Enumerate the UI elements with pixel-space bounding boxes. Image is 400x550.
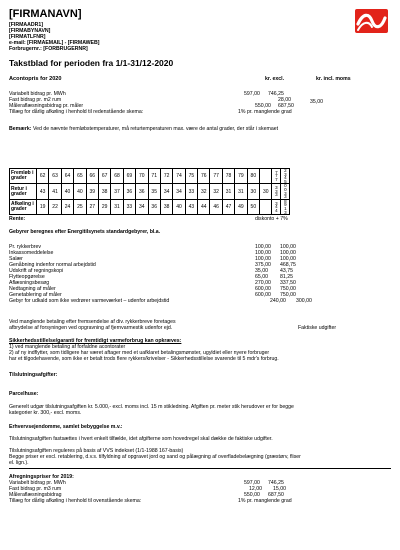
temperature-stack-digit: 3 bbox=[275, 200, 278, 206]
fee-label: Flytteopgørelse bbox=[9, 274, 45, 280]
aconto-row-excl: 28,00 bbox=[278, 97, 291, 103]
temperature-cell: 31 bbox=[111, 199, 123, 214]
temperature-stack-digit: 3 bbox=[275, 185, 278, 191]
fee-excl: 375,00 bbox=[255, 262, 271, 268]
temperature-cell: 25 bbox=[74, 199, 86, 214]
security-line-3: har et tilgodehavende, som ikke er betalt trods flere rykkers/krivelser - Sikkerhedsstillelse svarende til 5 mdr's forbrug. bbox=[9, 356, 279, 362]
temperature-cell: 33 bbox=[123, 199, 135, 214]
temperature-cell: 75 bbox=[185, 169, 197, 184]
aconto-row-label: Fast bidrag pr. m2 rum bbox=[9, 97, 62, 103]
temperature-cell: 37 bbox=[111, 184, 123, 199]
temperature-cell: 68 bbox=[111, 169, 123, 184]
settlement-row-excl: 12,00 bbox=[249, 486, 262, 492]
temperature-cell: 65 bbox=[74, 169, 86, 184]
fee-label: Inkassomeddelelse bbox=[9, 250, 54, 256]
temperature-cell: 50 bbox=[247, 199, 259, 214]
temperature-cell: 34 bbox=[160, 184, 172, 199]
temperature-cell: 47 bbox=[222, 199, 234, 214]
settlement-row-label: Variabelt bidrag pr. MWh bbox=[9, 480, 66, 486]
fees-heading: Gebyrer beregnes efter Energitilsynets standardgebyrer, bl.a. bbox=[9, 229, 161, 235]
temperature-cell: 64 bbox=[61, 169, 73, 184]
remark-text: Ved de nævnte fremløbstemperaturer, må returtemperaturen max. være de antal grader, der står i skemaet bbox=[32, 126, 279, 132]
temperature-row-label: Afkøling i grader bbox=[10, 199, 37, 214]
divider bbox=[9, 468, 391, 469]
temperature-stack-digit: 3 bbox=[284, 171, 287, 177]
temperature-cell: 35 bbox=[148, 184, 160, 199]
parcel-text-1: Generelt udgør tilslutningsafgiften kr. 5.000,- excl. moms incl. 15 m stikledning. Afgiften pr. meter stik herudover er for begge bbox=[9, 404, 294, 410]
temperature-cell-empty bbox=[260, 199, 272, 214]
settlement-row-excl: 597,00 bbox=[244, 480, 260, 486]
temperature-row bbox=[10, 184, 290, 199]
aconto-row-excl: 1% pr. manglende grad bbox=[238, 109, 292, 115]
rente-label: Rente: bbox=[9, 216, 26, 222]
fee-excl: 100,00 bbox=[255, 244, 271, 250]
aconto-row-excl: 550,00 bbox=[255, 103, 271, 109]
security-line-2: 2) af ny indflytter, som tidligere har været aftager med et uafklaret betalingsmønster, ugyldiet eller nyere forbruger bbox=[9, 350, 270, 356]
temperature-cell-stack bbox=[272, 169, 281, 184]
temperature-cell: 74 bbox=[173, 169, 185, 184]
aconto-row-label: Tillæg for dårlig afkøling i henhold til redenstående skema: bbox=[9, 109, 144, 115]
aconto-row-label: Måleraflæsningsbidrag pr. måler bbox=[9, 103, 84, 109]
fee-excl: 100,00 bbox=[255, 256, 271, 262]
company-city: [FIRMABYNAVN] bbox=[9, 28, 51, 34]
aconto-row-incl: 35,00 bbox=[310, 99, 323, 105]
temperature-stack-digit: 7 bbox=[275, 169, 278, 175]
temperature-cell: 27 bbox=[86, 199, 98, 214]
fee-label: Pr. rykkerbrev bbox=[9, 244, 41, 250]
temperature-cell: 22 bbox=[49, 199, 61, 214]
temperature-stack-digit: 7 bbox=[275, 173, 278, 179]
temperature-cell: 30 bbox=[247, 184, 259, 199]
fee-excl: 600,00 bbox=[255, 286, 271, 292]
temperature-cell: 34 bbox=[173, 184, 185, 199]
fees-note-value: Faktiske udgifter bbox=[298, 325, 337, 331]
aconto-row-incl: 687,50 bbox=[278, 103, 294, 109]
temperature-cell: 72 bbox=[160, 169, 172, 184]
settlement-row-excl: 1% pr. manglende grad bbox=[238, 498, 292, 504]
parcel-text-2: kategorier kr. 300,- excl. moms. bbox=[9, 410, 82, 416]
temperature-stack-digit: 3 bbox=[275, 192, 278, 198]
temperature-stack-digit: 0 bbox=[284, 186, 287, 192]
temperature-cell: 36 bbox=[136, 184, 148, 199]
page-title: Takstblad for perioden fra 1/1-31/12-2020 bbox=[9, 58, 174, 68]
temperature-cell: 30 bbox=[260, 184, 272, 199]
temperature-cell: 41 bbox=[49, 184, 61, 199]
temperature-stack-digit: 3 bbox=[275, 188, 278, 194]
company-logo-icon bbox=[355, 9, 388, 33]
security-heading: Sikkerhedsstillelse/garanti for fremtidigt varmeforbrug kan opkræves: bbox=[9, 338, 182, 344]
temperature-stack-digit: 4 bbox=[275, 204, 278, 210]
settlement-row-incl: 687,50 bbox=[268, 492, 284, 498]
fee-label: Aflæsningsbesøg bbox=[9, 280, 50, 286]
temperature-cell: 80 bbox=[247, 169, 259, 184]
fee-incl: 100,00 bbox=[280, 256, 296, 262]
temperature-stack-digit: 2 bbox=[284, 168, 287, 173]
temperature-stack-digit: 0 bbox=[284, 183, 287, 189]
temperature-cell: 43 bbox=[185, 199, 197, 214]
temperature-stack-digit: 4 bbox=[275, 207, 278, 213]
company-phone: [FIRMATLFNR] bbox=[9, 34, 46, 40]
fees-note-1: Ved manglende betaling efter fremsendelse af div. rykkerbreve foretages bbox=[9, 319, 176, 325]
temperature-stack-digit: 5 bbox=[284, 178, 287, 184]
settlement-row-label: Fast bidrag pr. m3 rum bbox=[9, 486, 62, 492]
temperature-cell: 62 bbox=[37, 169, 49, 184]
aconto-heading: Acontopris for 2020 bbox=[9, 76, 62, 82]
settlement-row-incl: 15,00 bbox=[273, 486, 286, 492]
temperature-cell: 38 bbox=[160, 199, 172, 214]
fee-incl: 468,75 bbox=[280, 262, 296, 268]
settlement-heading: Afregningspriser for 2019: bbox=[9, 474, 74, 480]
company-address: [FIRMAADR1] bbox=[9, 22, 44, 28]
temperature-cell: 38 bbox=[98, 184, 110, 199]
temperature-cell: 32 bbox=[210, 184, 222, 199]
temperature-stack-digit: 8 bbox=[284, 198, 287, 204]
fee-label: Gebyr for udkald som ikke vedrører varmeværket – udenfor arbejdstid bbox=[9, 298, 170, 304]
fee-label: Udskrift af regningskopi bbox=[9, 268, 64, 274]
temperature-cell: 66 bbox=[86, 169, 98, 184]
aconto-row-excl: 597,00 bbox=[244, 91, 260, 97]
temperature-cell: 40 bbox=[74, 184, 86, 199]
temperature-stack-digit: 7 bbox=[275, 176, 278, 182]
parcel-heading: Parcelhuse: bbox=[9, 391, 39, 397]
fee-excl: 35,00 bbox=[255, 268, 268, 274]
fee-incl: 300,00 bbox=[296, 298, 312, 304]
temperature-stack-digit: 3 bbox=[284, 194, 287, 200]
settlement-row-label: Tillæg for dårlig afkøling i henhold til ovenstående skema: bbox=[9, 498, 142, 504]
fee-incl: 750,00 bbox=[280, 292, 296, 298]
temperature-cell: 78 bbox=[222, 169, 234, 184]
temperature-cell: 69 bbox=[123, 169, 135, 184]
fee-excl: 65,00 bbox=[255, 274, 268, 280]
temperature-cell: 33 bbox=[185, 184, 197, 199]
fee-excl: 100,00 bbox=[255, 250, 271, 256]
fee-incl: 100,00 bbox=[280, 250, 296, 256]
rente-value: diskonto + 7% bbox=[255, 216, 288, 222]
fee-label: Nedtagning af måler bbox=[9, 286, 56, 292]
fee-incl: 750,00 bbox=[280, 286, 296, 292]
aconto-row-incl: 746,25 bbox=[268, 91, 284, 97]
temperature-stack-digit: 4 bbox=[284, 175, 287, 181]
consumer-number: Forbrugernr.: [FORBRUGERNR] bbox=[9, 46, 88, 52]
temperature-cell: 49 bbox=[235, 199, 247, 214]
aconto-row-label: Variabelt bidrag pr. MWh bbox=[9, 91, 66, 97]
temperature-cell-stack bbox=[281, 199, 290, 214]
temperature-cell: 39 bbox=[86, 184, 98, 199]
temperature-cell: 32 bbox=[198, 184, 210, 199]
fee-incl: 81,25 bbox=[280, 274, 293, 280]
temperature-cell: 40 bbox=[61, 184, 73, 199]
temperature-cell-stack bbox=[281, 184, 290, 199]
fee-label: Salær bbox=[9, 256, 23, 262]
remark bbox=[9, 126, 278, 132]
connection-heading: Tilslutningsafgifter: bbox=[9, 372, 58, 378]
temperature-stack-digit: 1 bbox=[284, 205, 287, 211]
temperature-row-label: Fremløb i grader bbox=[10, 169, 37, 184]
temperature-cell: 36 bbox=[148, 199, 160, 214]
temperature-stack-digit: 3 bbox=[284, 190, 287, 196]
fee-label: Genåbning indenfor normal arbejdstid bbox=[9, 262, 96, 268]
fee-excl: 600,00 bbox=[255, 292, 271, 298]
temperature-table bbox=[9, 168, 290, 215]
temperature-cell: 44 bbox=[198, 199, 210, 214]
business-text-3: Begge priser er excl. retablering, d.v.s. tilfyldning af opgravet jord og sand og pålægning af overfladebelægning (græstørv, fliser bbox=[9, 454, 301, 460]
temperature-cell-stack bbox=[272, 184, 281, 199]
temperature-cell-empty bbox=[260, 169, 272, 184]
settlement-row-incl: 746,25 bbox=[268, 480, 284, 486]
temperature-cell: 76 bbox=[198, 169, 210, 184]
temperature-row bbox=[10, 169, 290, 184]
temperature-cell: 31 bbox=[222, 184, 234, 199]
fee-excl: 240,00 bbox=[270, 298, 286, 304]
company-contact: e-mail: [FIRMAEMAIL] - [FIRMAWEB] bbox=[9, 40, 100, 46]
fee-incl: 337,50 bbox=[280, 280, 296, 286]
temperature-cell: 29 bbox=[98, 199, 110, 214]
fees-note-2: afbrydelse af forsyningen ved opgravning af fjernvarmestik udenfor ejd. bbox=[9, 325, 173, 331]
temperature-stack-digit: 9 bbox=[284, 202, 287, 208]
business-text-2: Tilslutningsafgiften reguleres på basis af VVS indekset (1/1-1988 167-basis) bbox=[9, 448, 184, 454]
temperature-cell: 43 bbox=[37, 184, 49, 199]
temperature-cell: 67 bbox=[98, 169, 110, 184]
business-text-4: el. lign.). bbox=[9, 460, 29, 466]
temperature-cell: 46 bbox=[210, 199, 222, 214]
temperature-cell: 24 bbox=[61, 199, 73, 214]
aconto-col-excl: kr. excl. bbox=[265, 76, 285, 82]
temperature-row bbox=[10, 199, 290, 214]
temperature-cell-stack bbox=[272, 199, 281, 214]
company-name: [FIRMANAVN] bbox=[9, 8, 82, 20]
aconto-col-incl: kr. incl. moms bbox=[316, 76, 351, 82]
temperature-cell: 34 bbox=[136, 199, 148, 214]
settlement-row-label: Måleraflæsningsbidrag bbox=[9, 492, 62, 498]
temperature-cell: 79 bbox=[235, 169, 247, 184]
temperature-stack-digit: 3 bbox=[284, 209, 287, 215]
temperature-cell: 70 bbox=[136, 169, 148, 184]
fee-label: Genetablering af måler bbox=[9, 292, 62, 298]
fee-incl: 43,75 bbox=[280, 268, 293, 274]
temperature-cell: 77 bbox=[210, 169, 222, 184]
temperature-cell: 71 bbox=[148, 169, 160, 184]
temperature-cell: 63 bbox=[49, 169, 61, 184]
temperature-cell: 40 bbox=[173, 199, 185, 214]
temperature-cell: 31 bbox=[235, 184, 247, 199]
temperature-row-label: Retur i grader bbox=[10, 184, 37, 199]
remark-label: Bemærk: bbox=[9, 126, 32, 132]
business-heading: Erhvervsejendomme, samlet bebyggelse m.v.: bbox=[9, 424, 123, 430]
temperature-cell: 36 bbox=[123, 184, 135, 199]
fee-incl: 100,00 bbox=[280, 244, 296, 250]
temperature-cell-stack bbox=[281, 169, 290, 184]
settlement-row-excl: 550,00 bbox=[244, 492, 260, 498]
security-line-1: 1) ved manglende betaling af forfaldne acontorater bbox=[9, 344, 126, 350]
business-text-1: Tilslutningsafgiften fastsættes i hvert enkelt tilfælde, idet afgifterne som hovedregel skal dække de faktiske udgifter. bbox=[9, 436, 273, 442]
temperature-cell: 19 bbox=[37, 199, 49, 214]
fee-excl: 270,00 bbox=[255, 280, 271, 286]
